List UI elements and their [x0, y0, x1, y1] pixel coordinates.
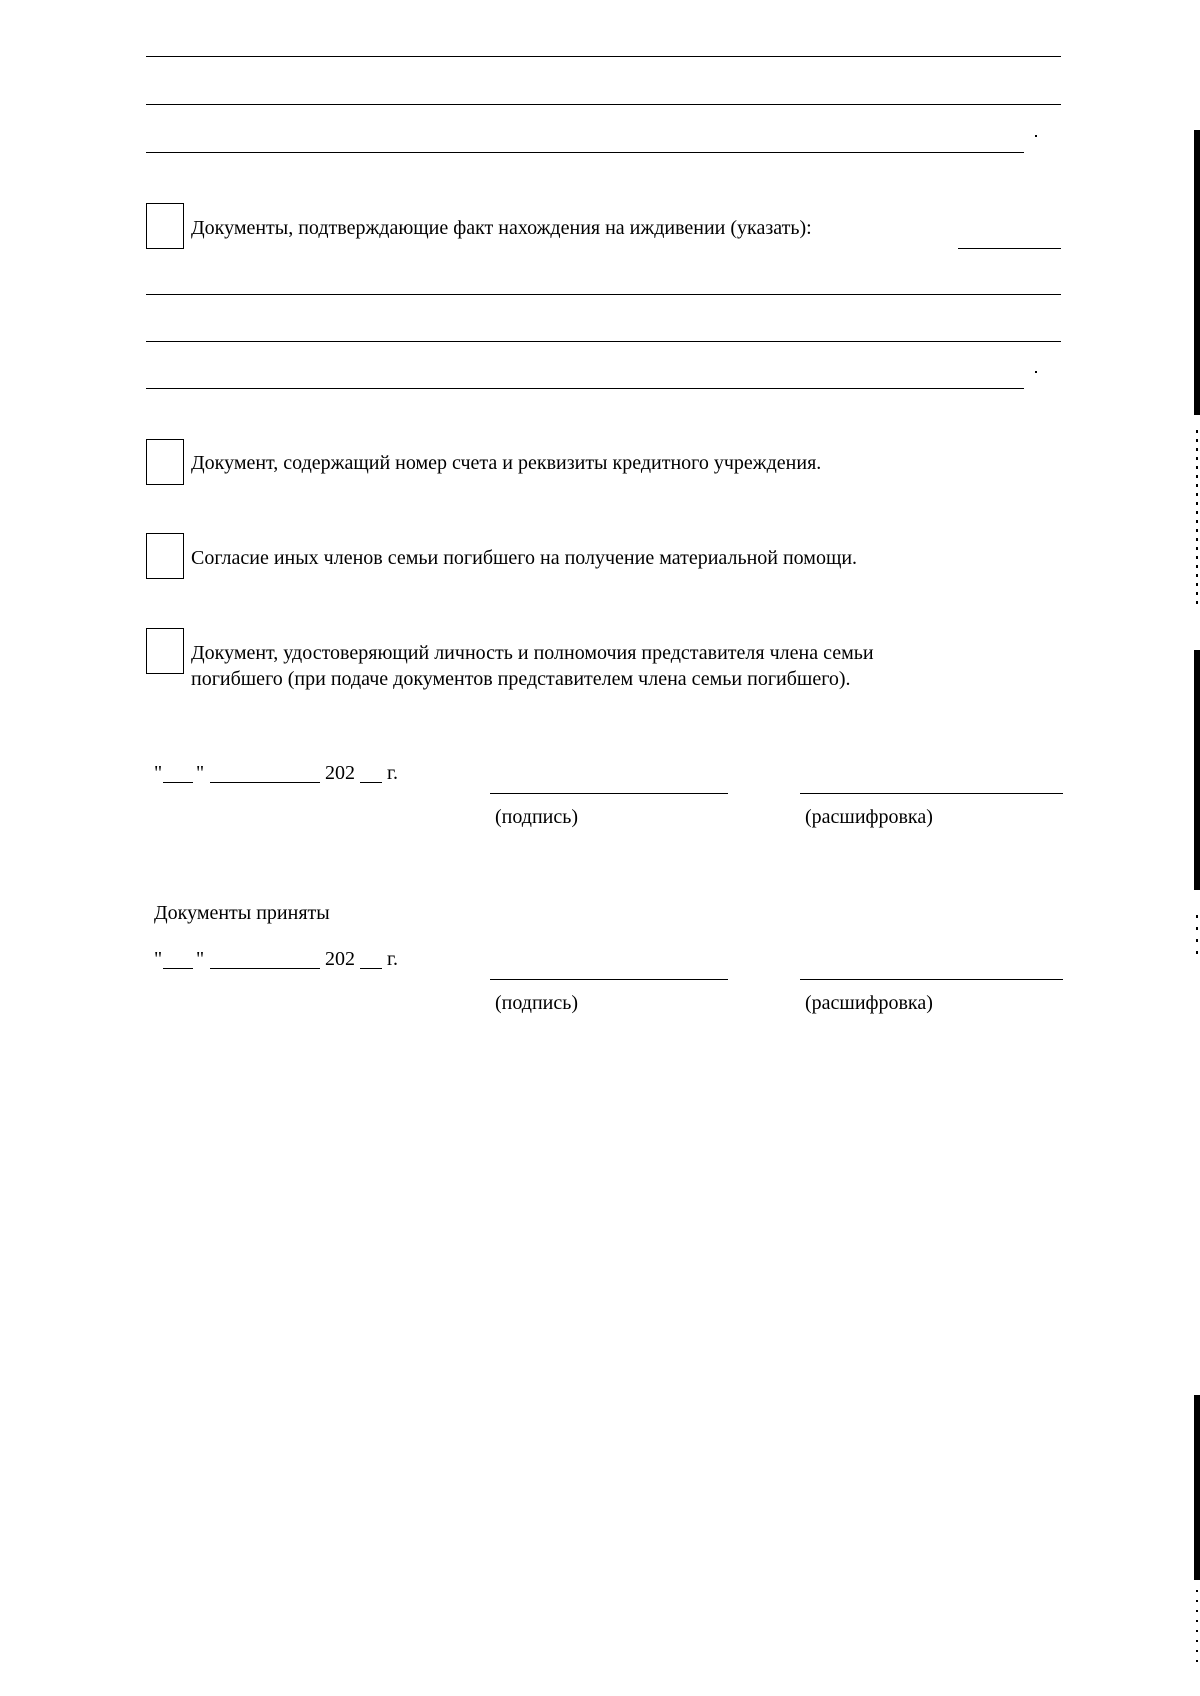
item-label-dependency-documents: Документы, подтверждающие факт нахождения на иждивении (указать):	[191, 217, 812, 239]
checkbox-representative-document[interactable]	[146, 628, 184, 674]
item-label-representative-document: Документ, удостоверяющий личность и полномочия представителя члена семьи	[191, 642, 874, 664]
date-quote-open: "	[154, 948, 163, 970]
signature-line[interactable]	[490, 979, 728, 980]
date-month-blank[interactable]	[210, 968, 320, 969]
scan-edge-bar	[1194, 1395, 1200, 1580]
date-year-suffix: г.	[387, 762, 398, 784]
fill-line[interactable]	[146, 294, 1061, 295]
scan-edge-dash	[1196, 915, 1198, 960]
date-quote-close: "	[196, 762, 205, 784]
date-day-blank[interactable]	[163, 968, 193, 969]
date-year-prefix: 202	[325, 948, 355, 970]
period-mark	[1035, 135, 1037, 137]
fill-line[interactable]	[146, 56, 1061, 57]
scan-edge-dash	[1196, 1590, 1198, 1670]
item-label-representative-document-line2: погибшего (при подаче документов представителем члена семьи погибшего).	[191, 668, 851, 690]
signature-line[interactable]	[490, 793, 728, 794]
checkbox-dependency-documents[interactable]	[146, 203, 184, 249]
date-day-blank[interactable]	[163, 782, 193, 783]
fill-line[interactable]	[146, 341, 1061, 342]
fill-line[interactable]	[146, 104, 1061, 105]
fill-line[interactable]	[146, 152, 1024, 153]
checkbox-bank-details-document[interactable]	[146, 439, 184, 485]
scan-edge-dash	[1196, 430, 1198, 610]
acceptance-heading: Документы приняты	[154, 902, 330, 924]
date-year-prefix: 202	[325, 762, 355, 784]
item-label-bank-details-document: Документ, содержащий номер счета и реквизиты кредитного учреждения.	[191, 452, 822, 474]
scan-edge-bar	[1194, 650, 1200, 890]
decoding-caption: (расшифровка)	[805, 806, 933, 828]
decoding-line[interactable]	[800, 793, 1063, 794]
scan-edge-bar	[1194, 130, 1200, 415]
fill-line[interactable]	[958, 248, 1061, 249]
date-year-blank[interactable]	[360, 968, 382, 969]
date-month-blank[interactable]	[210, 782, 320, 783]
decoding-caption: (расшифровка)	[805, 992, 933, 1014]
date-year-blank[interactable]	[360, 782, 382, 783]
date-quote-open: "	[154, 762, 163, 784]
signature-caption: (подпись)	[495, 806, 579, 828]
fill-line[interactable]	[146, 388, 1024, 389]
checkbox-family-consent[interactable]	[146, 533, 184, 579]
item-label-family-consent: Согласие иных членов семьи погибшего на получение материальной помощи.	[191, 547, 858, 569]
period-mark	[1035, 371, 1037, 373]
date-year-suffix: г.	[387, 948, 398, 970]
decoding-line[interactable]	[800, 979, 1063, 980]
date-quote-close: "	[196, 948, 205, 970]
signature-caption: (подпись)	[495, 992, 579, 1014]
